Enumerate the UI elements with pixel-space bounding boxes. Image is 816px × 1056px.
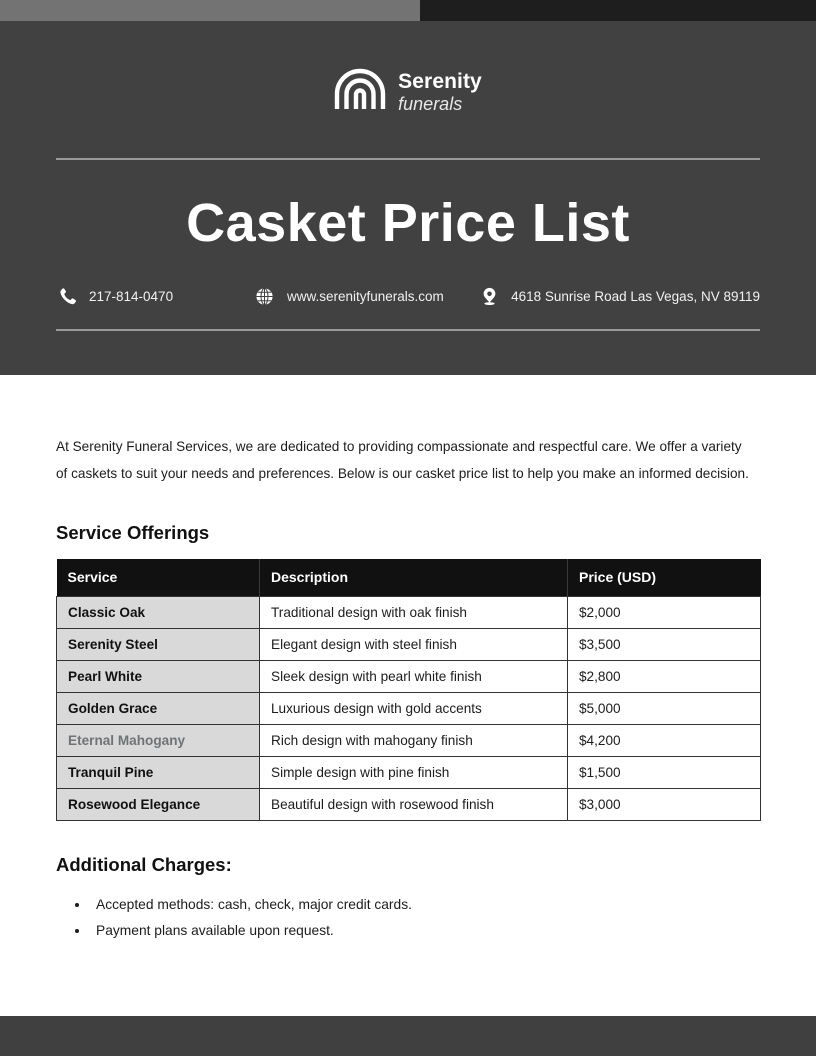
brand-text — [398, 71, 482, 113]
table-row[interactable] — [57, 693, 761, 725]
top-progress-bar[interactable] — [0, 0, 816, 21]
header-divider-top — [56, 158, 760, 160]
pricing-table-head — [57, 559, 761, 597]
cell-description: Luxurious design with gold accents — [260, 693, 568, 725]
cell-price: $2,800 — [568, 661, 761, 693]
table-row[interactable] — [57, 597, 761, 629]
list-item: • Accepted methods: cash, check, major credit cards. — [90, 892, 730, 918]
arches-logo-icon — [334, 68, 386, 115]
cell-price: $2,000 — [568, 597, 761, 629]
table-row[interactable] — [57, 661, 761, 693]
contact-phone-text: 217-814-0470 — [89, 288, 174, 304]
pricing-table-container — [56, 559, 760, 821]
cell-service: Serenity Steel — [57, 629, 260, 661]
cell-price: $3,000 — [568, 789, 761, 821]
table-row[interactable] — [57, 629, 761, 661]
section-heading-service-offerings: Service Offerings — [56, 522, 210, 543]
header-divider-bottom — [56, 329, 760, 331]
contact-address-text: 4618 Sunrise Road Las Vegas, NV 89119 — [511, 288, 760, 304]
cell-service: Rosewood Elegance — [57, 789, 260, 821]
table-row[interactable] — [57, 789, 761, 821]
table-row[interactable] — [57, 757, 761, 789]
progress-fill — [0, 0, 420, 21]
contact-phone[interactable] — [56, 285, 254, 307]
contact-website-text: www.serenityfunerals.com — [286, 288, 444, 304]
cell-price: $3,500 — [568, 629, 761, 661]
document-footer — [0, 1016, 816, 1056]
cell-service: Tranquil Pine — [57, 757, 260, 789]
column-header-price: Price (USD) — [568, 559, 761, 597]
cell-description: Simple design with pine finish — [260, 757, 568, 789]
contact-website[interactable] — [254, 285, 478, 307]
table-header-row — [57, 559, 761, 597]
location-pin-icon — [478, 285, 500, 307]
phone-icon — [56, 285, 78, 307]
brand-subtitle: funerals — [398, 93, 463, 114]
column-header-description: Description — [260, 559, 568, 597]
brand-name: Serenity — [398, 69, 482, 93]
page-title: Casket Price List — [186, 193, 630, 253]
column-header-service: Service — [57, 559, 260, 597]
cell-price: $5,000 — [568, 693, 761, 725]
contact-address[interactable] — [478, 285, 760, 307]
section-heading-additional-charges: Additional Charges: — [56, 854, 232, 875]
contact-bar — [56, 285, 760, 307]
pricing-table-body — [57, 597, 761, 821]
pricing-table — [56, 559, 761, 821]
cell-description: Sleek design with pearl white finish — [260, 661, 568, 693]
list-item: • Payment plans available upon request. — [90, 918, 730, 944]
intro-paragraph: At Serenity Funeral Services, we are dedicated to providing compassionate and respectful care. We offer a variety of caskets to suit your needs and preferences. Below is our casket price list to help you make an informed decision. — [56, 439, 749, 481]
globe-icon — [254, 285, 276, 307]
additional-charges-list — [90, 892, 730, 945]
cell-price: $4,200 — [568, 725, 761, 757]
table-row[interactable] — [57, 725, 761, 757]
cell-description: Elegant design with steel finish — [260, 629, 568, 661]
brand-lockup — [0, 68, 816, 115]
cell-price: $1,500 — [568, 757, 761, 789]
cell-service: Eternal Mahogany — [57, 725, 260, 757]
cell-description: Rich design with mahogany finish — [260, 725, 568, 757]
cell-description: Beautiful design with rosewood finish — [260, 789, 568, 821]
cell-service: Pearl White — [57, 661, 260, 693]
cell-service: Golden Grace — [57, 693, 260, 725]
cell-service: Classic Oak — [57, 597, 260, 629]
document-header — [0, 21, 816, 375]
cell-description: Traditional design with oak finish — [260, 597, 568, 629]
